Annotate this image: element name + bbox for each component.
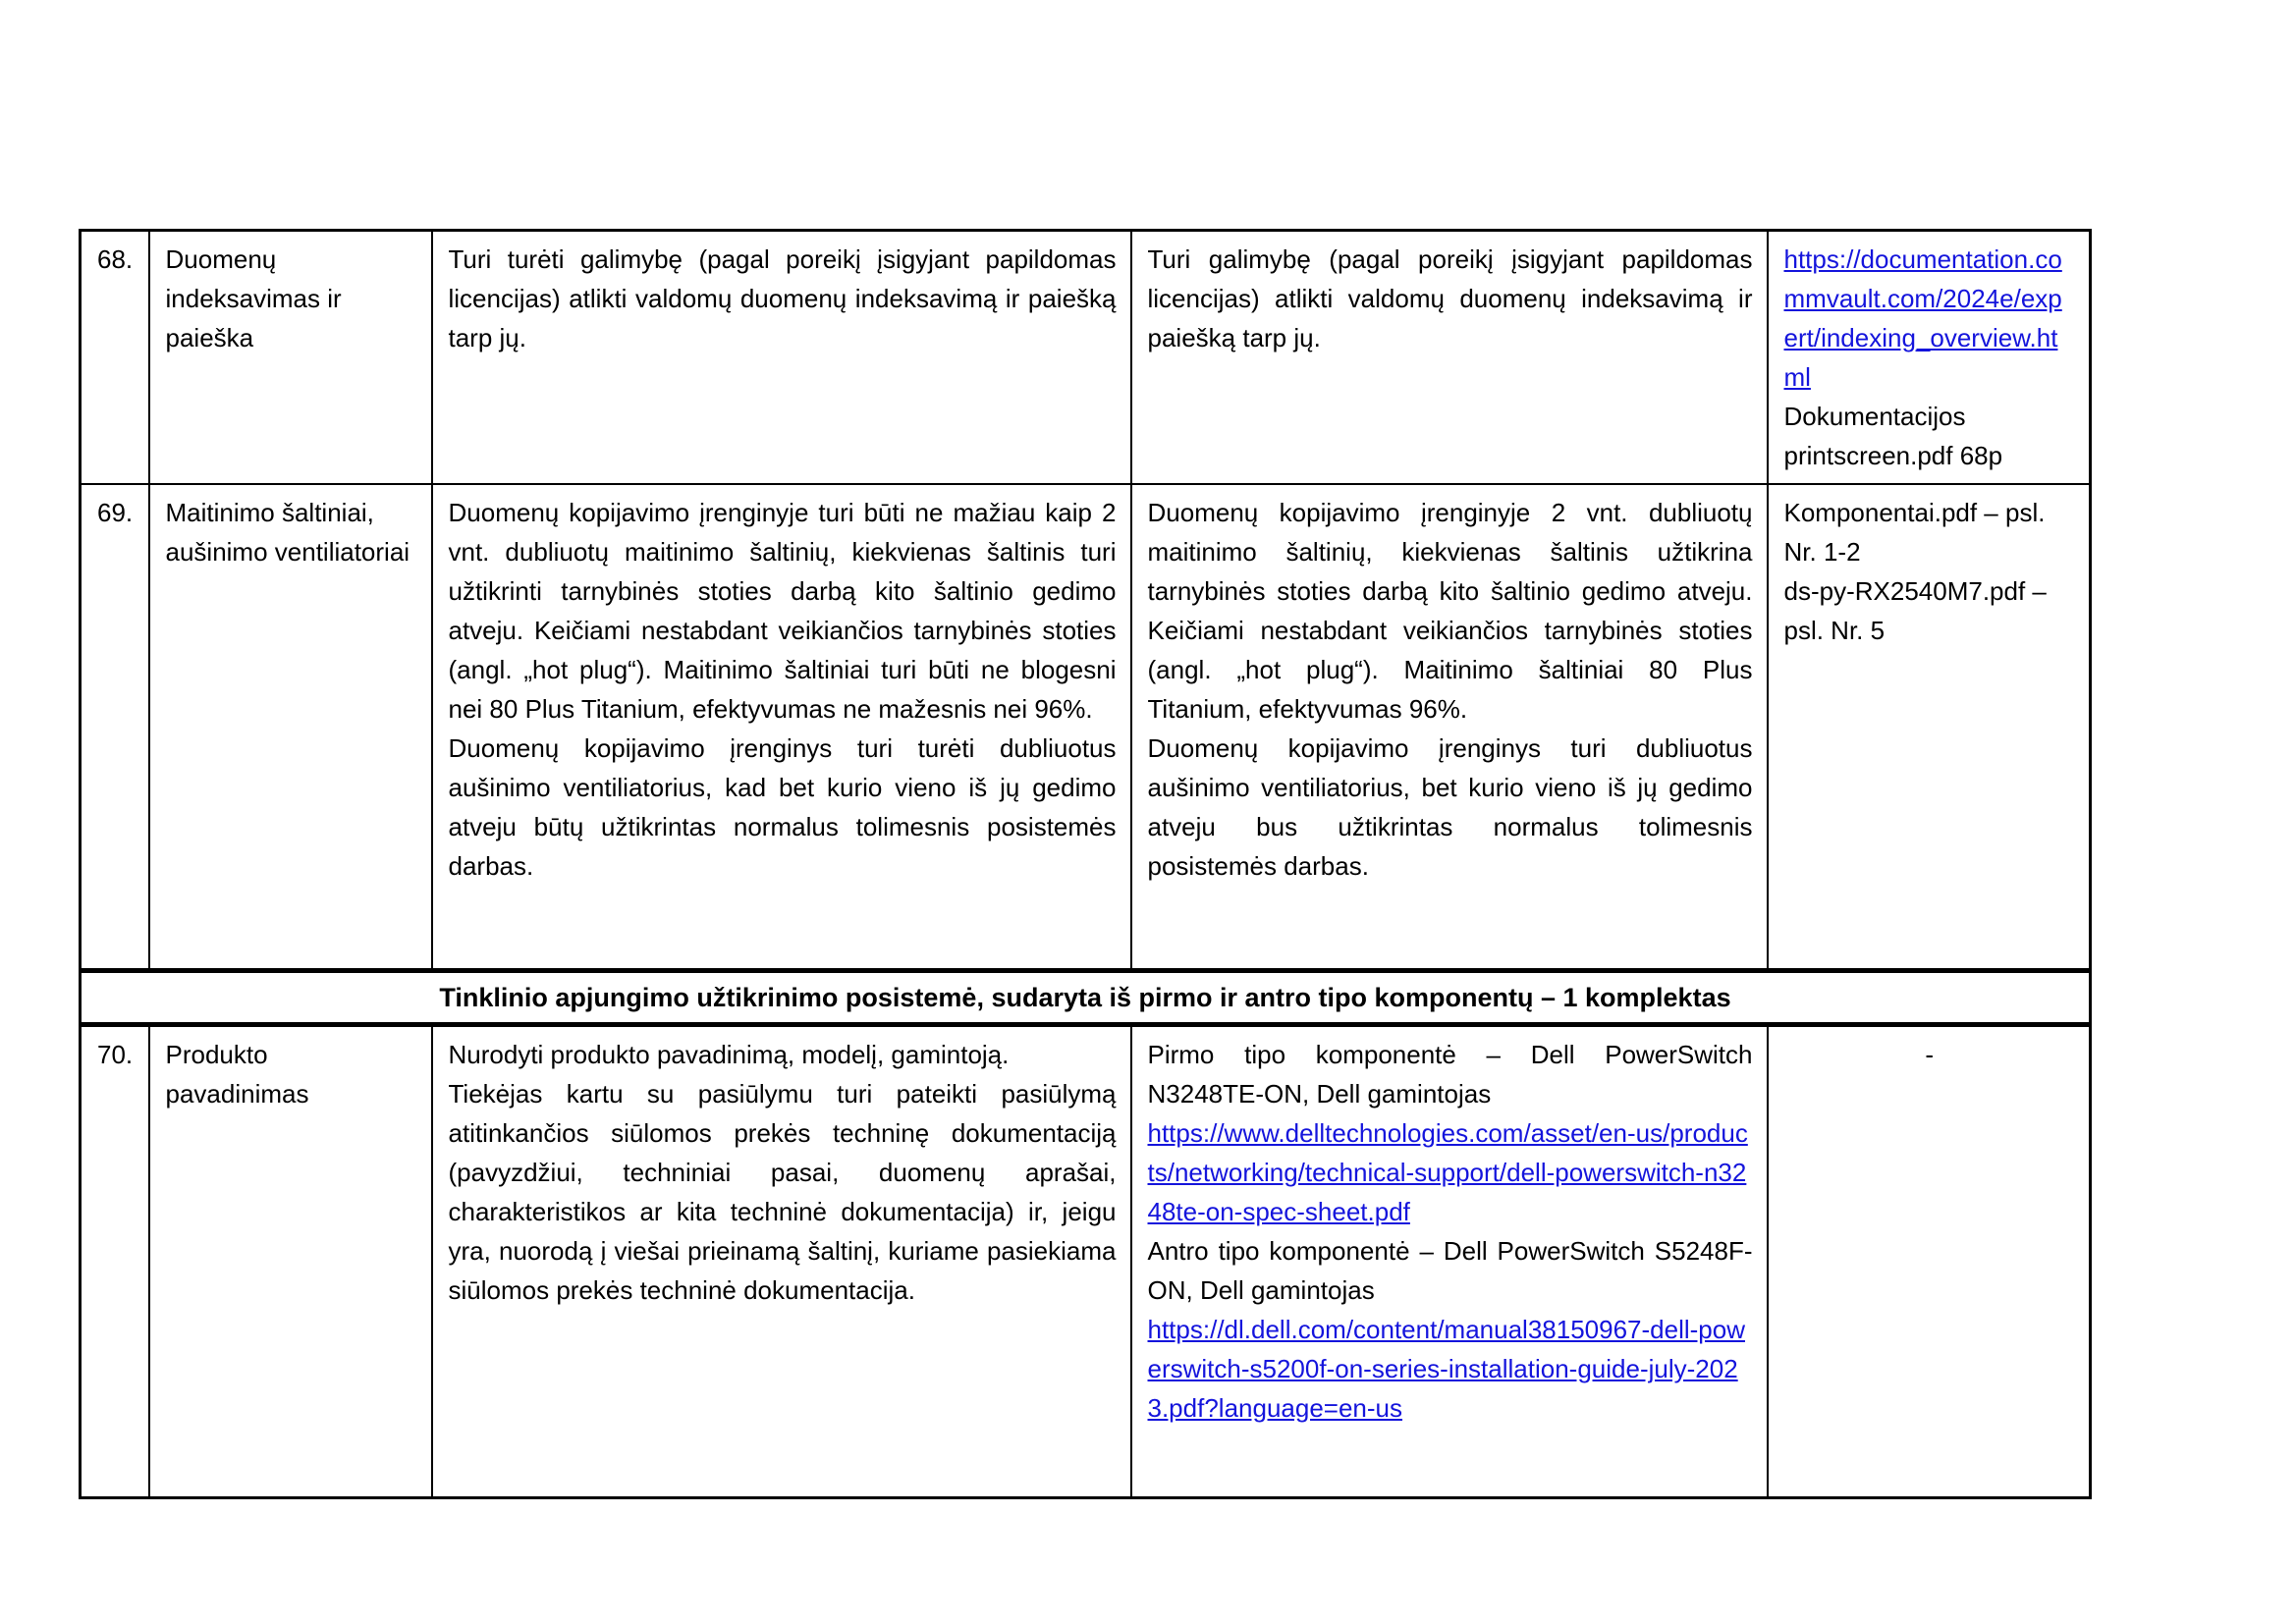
link-paragraph [1148, 1113, 1753, 1231]
cell-requirement [432, 1024, 1131, 1497]
cell-row-number: 70. [81, 1024, 149, 1497]
paragraph: Pirmo tipo komponentė – Dell PowerSwitch N3248TE-ON, Dell gamintojas [1147, 1039, 1753, 1109]
cell-name: Maitinimo šaltiniai, aušinimo ventiliatoriai [149, 484, 432, 970]
cell-row-number: 69. [81, 484, 149, 970]
cell-response [1131, 1024, 1768, 1497]
paragraph: Tiekėjas kartu su pasiūlymu turi pateikti pasiūlymą atitinkančios siūlomos prekės techninę dokumentaciją (pavyzdžiui, techniniai pasai, duomenų aprašai, charakteristikos ar kita techninė dokumentacija) ir, jeigu yra, nuorodą į viešai prieinamą šaltinį, kuriame pasiekiama siūlomos prekės techninė dokumentacija. [448, 1078, 1117, 1305]
cell-response [1131, 484, 1768, 970]
paragraph: Antro tipo komponentė – Dell PowerSwitch S5248F-ON, Dell gamintojas [1147, 1235, 1753, 1305]
cell-docs [1768, 1024, 2091, 1497]
paragraph: Dokumentacijos printscreen.pdf 68p [1783, 402, 2003, 470]
paragraph: Nurodyti produkto pavadinimą, modelį, gamintoją. [448, 1039, 1010, 1069]
paragraph: - [1925, 1039, 1935, 1069]
section-header-title: Tinklinio apjungimo užtikrinimo posistemė, sudaryta iš pirmo ir antro tipo komponentų – 1 komplektas [81, 970, 2091, 1024]
hyperlink[interactable]: https://dl.dell.com/content/manual38150967-dell-powerswitch-s5200f-on-series-installation-guide-july-2023.pdf?language=en-us [1147, 1314, 1745, 1423]
cell-docs [1768, 231, 2091, 485]
paragraph: ds-py-RX2540M7.pdf – psl. Nr. 5 [1783, 576, 2047, 645]
table-row-70 [81, 1024, 2091, 1497]
paragraph: Turi galimybę (pagal poreikį įsigyjant papildomas licencijas) atlikti valdomų duomenų indeksavimą ir paiešką tarp jų. [1147, 244, 1753, 352]
cell-requirement [432, 231, 1131, 485]
cell-response [1131, 231, 1768, 485]
hyperlink[interactable]: https://www.delltechnologies.com/asset/en-us/products/networking/technical-support/dell-powerswitch-n3248te-on-spec-sheet.pdf [1147, 1117, 1748, 1226]
hyperlink[interactable]: https://documentation.commvault.com/2024e/expert/indexing_overview.html [1783, 244, 2062, 392]
requirements-table-body [81, 231, 2091, 1498]
paragraph: Duomenų kopijavimo įrenginyje turi būti ne mažiau kaip 2 vnt. dubliuotų maitinimo šaltinių, kiekvienas šaltinis turi užtikrinti tarnybinės stoties darbą kito šaltinio gedimo atveju. Keičiami nestabdant veikiančios tarnybinės stoties (angl. „hot plug“). Maitinimo šaltiniai turi būti ne blogesni nei 80 Plus Titanium, efektyvumas ne mažesnis nei 96%. [448, 498, 1117, 724]
cell-row-number: 68. [81, 231, 149, 485]
paragraph: Turi turėti galimybę (pagal poreikį įsigyjant papildomas licencijas) atlikti valdomų duomenų indeksavimą ir paiešką tarp jų. [448, 244, 1117, 352]
link-paragraph [1784, 240, 2076, 397]
link-paragraph [1148, 1310, 1753, 1428]
paragraph: Duomenų kopijavimo įrenginys turi dubliuotus aušinimo ventiliatorius, bet kurio vieno iš jų gedimo atveju bus užtikrintas normalus tolimesnis posistemės darbas. [1147, 733, 1753, 881]
paragraph: Komponentai.pdf – psl. Nr. 1-2 [1783, 498, 2046, 567]
paragraph: Duomenų kopijavimo įrenginys turi turėti dubliuotus aušinimo ventiliatorius, kad bet kurio vieno iš jų gedimo atveju būtų užtikrintas normalus tolimesnis posistemės darbas. [448, 733, 1117, 881]
cell-docs [1768, 484, 2091, 970]
table-row-68 [81, 231, 2091, 485]
table-row-69 [81, 484, 2091, 970]
cell-name: Produkto pavadinimas [149, 1024, 432, 1497]
requirements-table [79, 229, 2092, 1499]
paragraph: Duomenų kopijavimo įrenginyje 2 vnt. dubliuotų maitinimo šaltinių, kiekvienas šaltinis užtikrina tarnybinės stoties darbą kito šaltinio gedimo atveju. Keičiami nestabdant veikiančios tarnybinės stoties (angl. „hot plug“). Maitinimo šaltiniai 80 Plus Titanium, efektyvumas 96%. [1147, 498, 1753, 724]
section-header-row [81, 970, 2091, 1024]
cell-requirement [432, 484, 1131, 970]
cell-name: Duomenų indeksavimas ir paieška [149, 231, 432, 485]
